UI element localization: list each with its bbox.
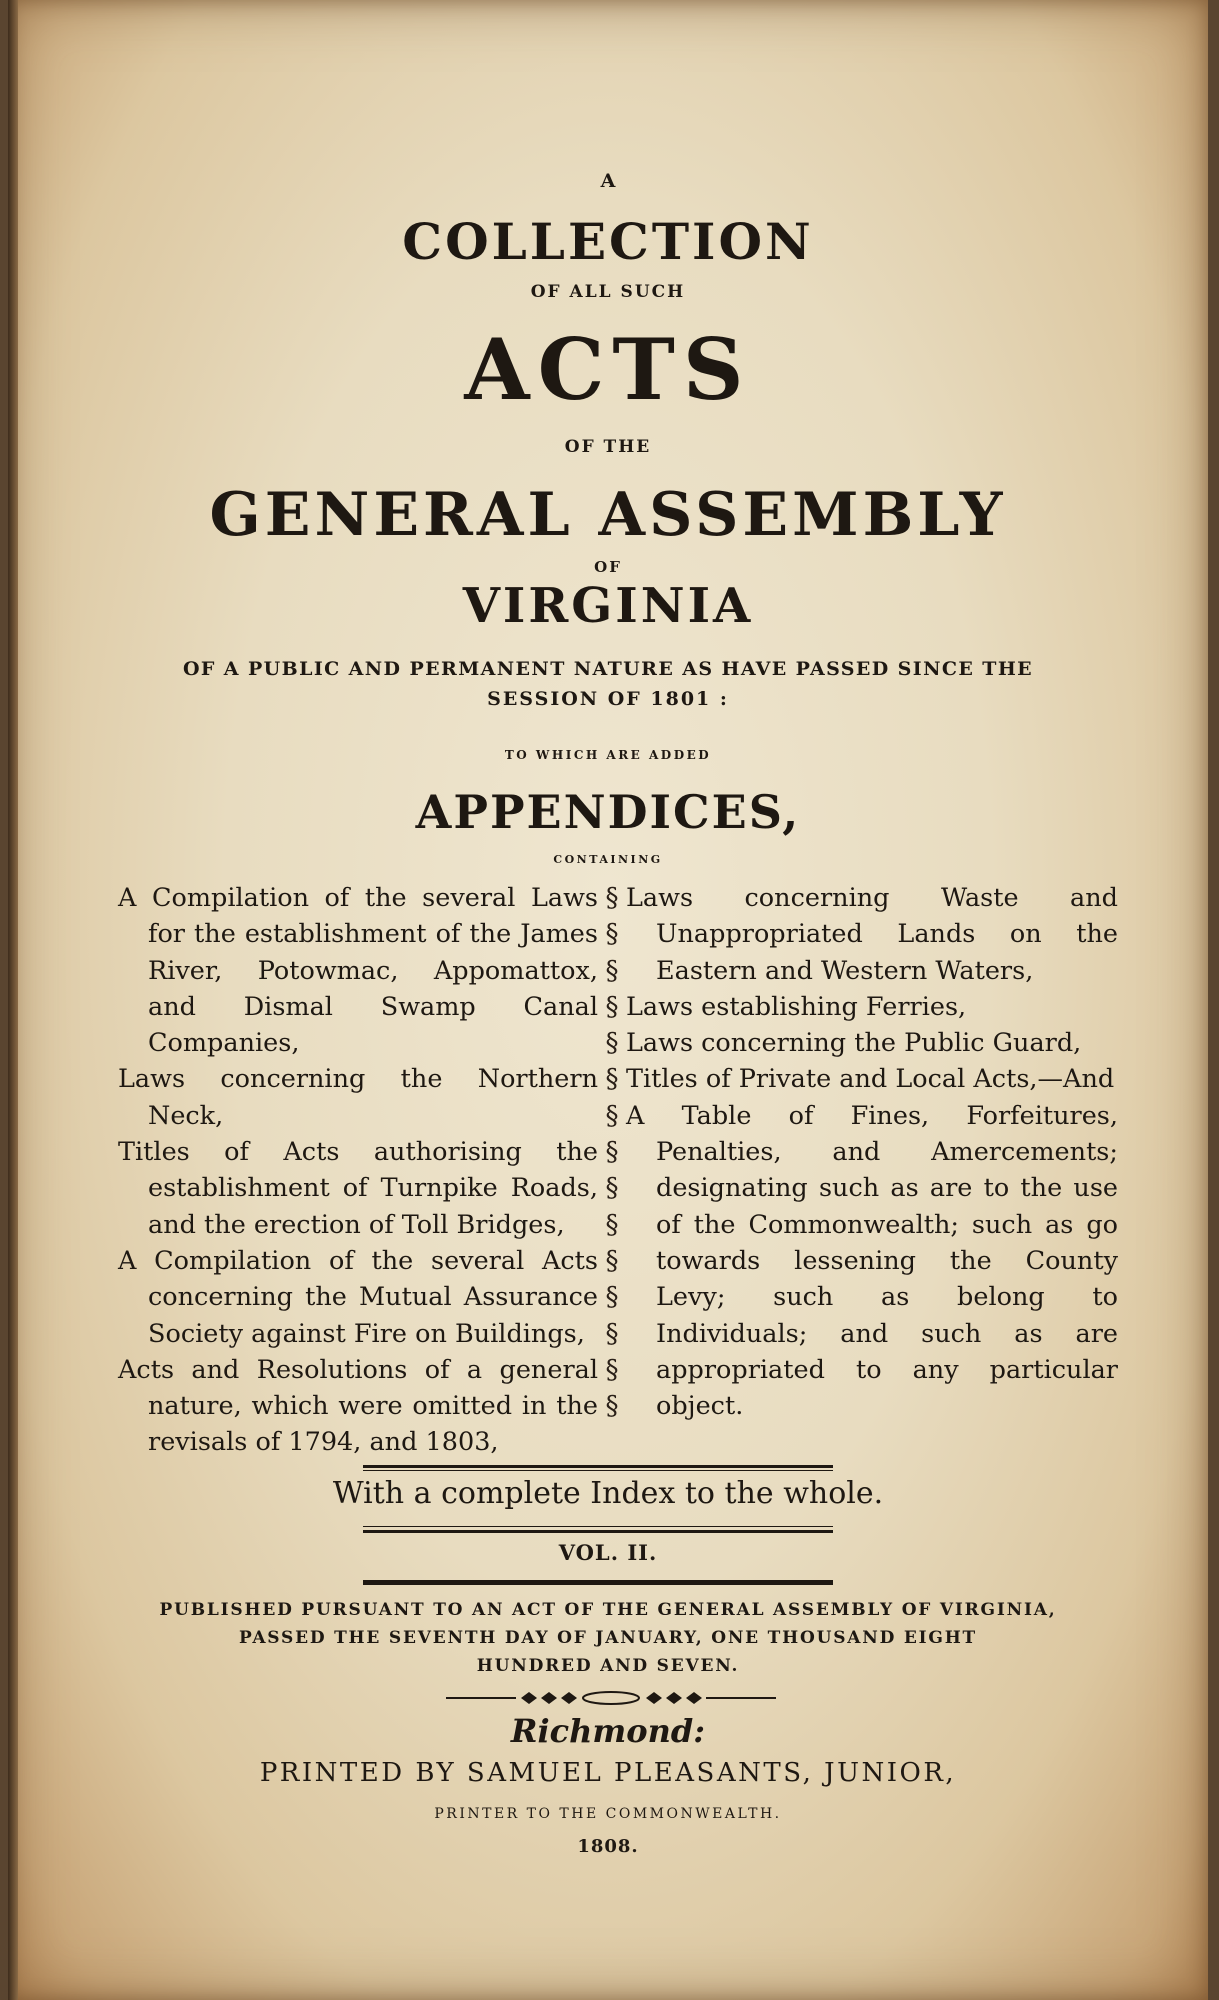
published-line-3: HUNDRED AND SEVEN. [476, 1656, 740, 1676]
contents-left-entry: A Compilation of the several Acts concerning the Mutual Assurance Society against Fire on Buildings, [118, 1245, 598, 1349]
contents-left-entry: Acts and Resolutions of a general nature, which were omitted in the revisals of 1794, and 1803, [118, 1354, 598, 1458]
containing-label: CONTAINING [553, 853, 663, 866]
contents-right-column [626, 880, 1118, 1424]
publication-year: 1808. [577, 1836, 639, 1857]
subtitle-line-2: SESSION OF 1801 : [487, 688, 729, 710]
contents-left-column [118, 880, 598, 1461]
title-acts: ACTS [464, 320, 752, 419]
ornament-divider [446, 1688, 776, 1708]
volume-label: VOL. II. [558, 1540, 658, 1565]
section-mark-glyph: § [605, 1282, 619, 1313]
title-collection: COLLECTION [402, 212, 814, 271]
subtitle-line-1: OF A PUBLIC AND PERMANENT NATURE AS HAVE PASSED SINCE THE [182, 658, 1034, 680]
section-mark-glyph: § [605, 1064, 619, 1095]
rule-thin [363, 1526, 833, 1527]
published-line-2: PASSED THE SEVENTH DAY OF JANUARY, ONE THOUSAND EIGHT [238, 1628, 978, 1648]
title-page [8, 0, 1208, 2000]
contents-columns [118, 880, 1118, 1458]
to-which-added: TO WHICH ARE ADDED [504, 748, 712, 762]
section-mark-glyph: § [605, 1100, 619, 1131]
section-mark-glyph: § [605, 1245, 619, 1276]
section-mark-glyph: § [605, 919, 619, 950]
section-mark-glyph: § [605, 1209, 619, 1240]
section-mark-glyph: § [605, 955, 619, 986]
section-mark-divider [599, 880, 625, 1424]
title-virginia: VIRGINIA [462, 578, 754, 634]
rule-thick [363, 1530, 833, 1533]
title-of-all-such: OF ALL SUCH [530, 282, 686, 302]
section-mark-glyph: § [605, 1173, 619, 1204]
section-mark-glyph: § [605, 1028, 619, 1059]
contents-left-entry: A Compilation of the several Laws for the establishment of the James River, Potowmac, Appomattox, and Dismal Swamp Canal Companies, [118, 883, 598, 1059]
rule-heavy [363, 1580, 833, 1585]
section-mark-glyph: § [605, 883, 619, 913]
rule-thin [363, 1470, 833, 1471]
title-of: OF [594, 558, 622, 576]
title-article: A [600, 170, 616, 192]
section-mark-glyph: § [605, 1137, 619, 1168]
section-mark-glyph: § [605, 1391, 619, 1422]
section-mark-glyph: § [605, 1318, 619, 1349]
contents-right-entry: Titles of Private and Local Acts,—And [626, 1064, 1115, 1095]
contents-right-entry: Laws establishing Ferries, [626, 991, 967, 1022]
contents-right-entry: Laws concerning the Public Guard, [626, 1028, 1082, 1059]
contents-left-entry: Titles of Acts authorising the establishment of Turnpike Roads, and the erection of Toll Bridges, [118, 1137, 598, 1240]
contents-left-entry: Laws concerning the Northern Neck, [118, 1064, 598, 1131]
contents-right-entry: A Table of Fines, Forfeitures, Penalties, and Amercements; designating such as are to the use of the Commonwealth; such as go towards lessening the County Levy; such as belong to Individuals; and such as are appropriated to any particular object. [626, 1100, 1118, 1422]
place-richmond: Richmond: [510, 1712, 706, 1750]
appendices-heading: APPENDICES, [415, 785, 801, 839]
rule-thick [363, 1465, 833, 1468]
printer-title: PRINTER TO THE COMMONWEALTH. [434, 1806, 782, 1822]
title-of-the: OF THE [564, 437, 652, 457]
published-line-1: PUBLISHED PURSUANT TO AN ACT OF THE GENERAL ASSEMBLY OF VIRGINIA, [159, 1600, 1057, 1620]
section-mark-glyph: § [605, 1354, 619, 1385]
section-mark-glyph: § [605, 991, 619, 1022]
contents-right-entry: Laws concerning Waste and Unappropriated Lands on the Eastern and Western Waters, [626, 883, 1118, 986]
printer-line: PRINTED BY SAMUEL PLEASANTS, JUNIOR, [259, 1758, 957, 1788]
title-general-assembly: GENERAL ASSEMBLY [209, 480, 1007, 550]
index-line: With a complete Index to the whole. [332, 1476, 884, 1511]
